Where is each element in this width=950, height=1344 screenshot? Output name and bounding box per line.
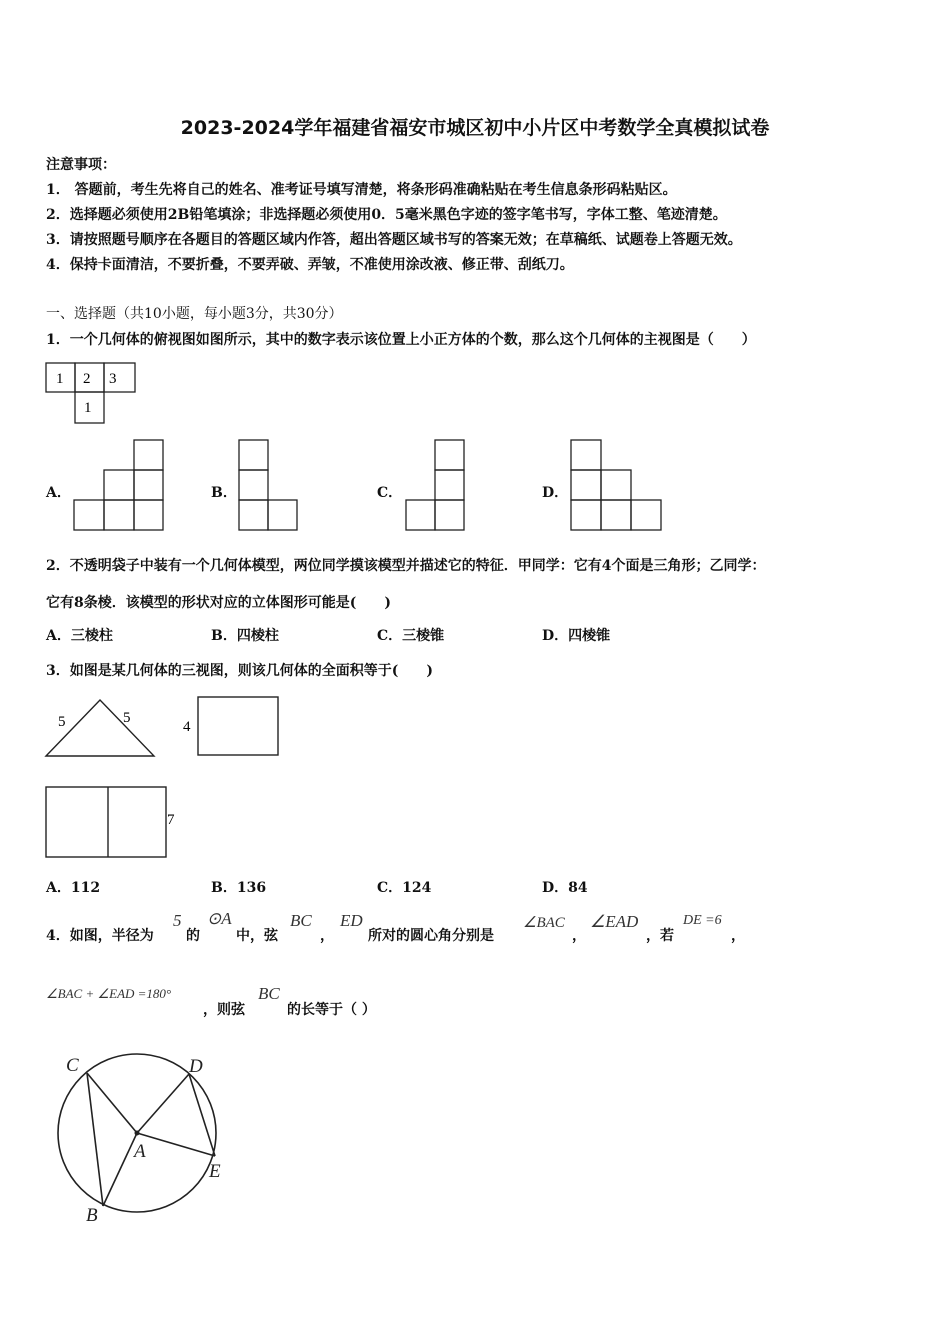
q4-text-1: 4．如图，半径为 (46, 928, 154, 944)
q4-math-bc: BC (290, 911, 312, 930)
q1-option-a: A． (46, 485, 71, 501)
q1-grid-cell: 1 (84, 400, 92, 416)
q1-text: 1．一个几何体的俯视图如图所示，其中的数字表示该位置上小正方体的个数，那么这个几何体的主视图是（ ） (46, 332, 756, 348)
q4-text-3: 中，弦 (236, 928, 278, 944)
q3-label-right: 5 (123, 710, 131, 726)
q3-option-d: D．84 (542, 880, 588, 896)
q4-point-b: B (86, 1205, 98, 1226)
q4-math-circle: ⊙A (207, 909, 232, 928)
notice-item-3: 3．请按照题号顺序在各题目的答题区域内作答，超出答题区域书写的答案无效；在草稿纸、试题卷上答题无效。 (46, 232, 742, 248)
q4-point-a: A (134, 1141, 146, 1162)
section-heading: 一、选择题（共10小题，每小题3分，共30分） (46, 306, 343, 322)
q3-option-c: C．124 (377, 880, 432, 896)
q4-point-d: D (189, 1056, 203, 1077)
q4-text-9: ，则弦 (203, 1002, 245, 1018)
q3-option-b: B．136 (211, 880, 267, 896)
q3-label-height: 4 (183, 719, 191, 735)
q1-option-c: C． (377, 485, 403, 501)
q1-option-c-figure (406, 440, 464, 530)
q3-three-view-figure (46, 697, 278, 857)
q4-point-c: C (66, 1055, 79, 1076)
q4-text-6: ， (572, 928, 586, 944)
notice-heading: 注意事项： (46, 157, 116, 173)
q4-text-10: 的长等于（ ） (287, 1002, 376, 1018)
q4-math-radius: 5 (173, 911, 182, 930)
q1-grid-cell: 1 (56, 371, 64, 387)
q1-option-b-figure (239, 440, 297, 530)
q2-option-b: B．四棱柱 (211, 628, 279, 644)
notice-item-2: 2．选择题必须使用2B铅笔填涂；非选择题必须使用0．5毫米黑色字迹的签字笔书写，字体工整、笔迹清楚。 (46, 207, 727, 223)
q3-option-a: A．112 (46, 880, 101, 896)
q4-point-e: E (209, 1161, 221, 1182)
q3-text: 3．如图是某几何体的三视图，则该几何体的全面积等于( ) (46, 663, 433, 679)
q1-option-d: D． (542, 485, 569, 501)
page-title: 2023-2024学年福建省福安市城区初中小片区中考数学全真模拟试卷 (180, 117, 770, 139)
q1-option-b: B． (211, 485, 237, 501)
q4-text-7: ，若 (646, 928, 674, 944)
q2-option-d: D．四棱锥 (542, 628, 611, 644)
q2-text-line1: 2．不透明袋子中装有一个几何体模型，两位同学摸该模型并描述它的特征．甲同学：它有4个面是三角形；乙同学： (46, 558, 766, 574)
q2-option-a: A．三棱柱 (46, 628, 113, 644)
q4-math-ead: ∠EAD (590, 912, 639, 931)
q4-math-sum: ∠BAC + ∠EAD =180° (46, 986, 172, 1001)
q4-math-bac: ∠BAC (523, 915, 565, 931)
q4-text-2: 的 (186, 928, 200, 944)
q4-text-5: 所对的圆心角分别是 (368, 928, 494, 944)
q1-option-d-figure (571, 440, 661, 530)
q4-text-4: ， (320, 928, 334, 944)
q4-math-ed: ED (340, 911, 363, 930)
q1-option-a-figure (74, 440, 163, 530)
q3-label-left: 5 (58, 714, 66, 730)
q4-math-de: DE =6 (683, 913, 722, 928)
q4-text-8: ， (731, 928, 745, 944)
q3-label-length: 7 (167, 812, 175, 828)
q2-option-c: C．三棱锥 (377, 628, 445, 644)
notice-item-1: 1． 答题前，考生先将自己的姓名、准考证号填写清楚，将条形码准确粘贴在考生信息条形码粘贴区。 (46, 182, 677, 198)
q2-text-line2: 它有8条棱．该模型的形状对应的立体图形可能是( ) (46, 595, 391, 611)
notice-item-4: 4．保持卡面清洁，不要折叠，不要弄破、弄皱，不准使用涂改液、修正带、刮纸刀。 (46, 257, 574, 273)
q4-math-bc-2: BC (258, 984, 280, 1003)
q1-grid-cell: 3 (109, 371, 117, 387)
q1-grid-cell: 2 (83, 371, 91, 387)
